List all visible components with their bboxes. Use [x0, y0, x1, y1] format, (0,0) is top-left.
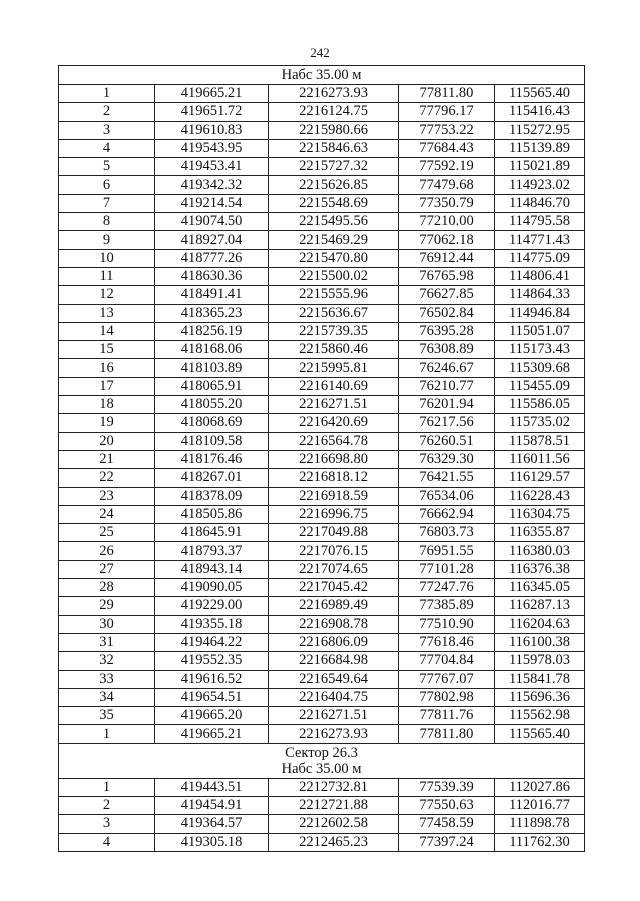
y-local-cell: 116129.57 [495, 469, 585, 487]
y-coordinate-cell: 2216273.93 [269, 85, 399, 103]
point-number-cell: 9 [59, 231, 155, 249]
point-number-cell: 23 [59, 487, 155, 505]
table-row [59, 359, 585, 377]
point-number-cell: 16 [59, 359, 155, 377]
point-number-cell: 12 [59, 286, 155, 304]
block-header-row [59, 743, 585, 778]
x-local-cell: 76534.06 [399, 487, 495, 505]
y-coordinate-cell: 2215548.69 [269, 194, 399, 212]
point-number-cell: 24 [59, 505, 155, 523]
y-coordinate-cell: 2217049.88 [269, 524, 399, 542]
x-local-cell: 76329.30 [399, 450, 495, 468]
x-local-cell: 77802.98 [399, 688, 495, 706]
y-coordinate-cell: 2217074.65 [269, 560, 399, 578]
point-number-cell: 10 [59, 249, 155, 267]
table-row [59, 505, 585, 523]
y-coordinate-cell: 2215470.80 [269, 249, 399, 267]
y-coordinate-cell: 2216806.09 [269, 633, 399, 651]
y-local-cell: 112027.86 [495, 778, 585, 796]
y-local-cell: 116304.75 [495, 505, 585, 523]
x-local-cell: 77101.28 [399, 560, 495, 578]
x-coordinate-cell: 419454.91 [155, 796, 269, 814]
table-row [59, 85, 585, 103]
point-number-cell: 5 [59, 158, 155, 176]
table-row [59, 778, 585, 796]
y-local-cell: 116100.38 [495, 633, 585, 651]
point-number-cell: 20 [59, 432, 155, 450]
x-coordinate-cell: 418267.01 [155, 469, 269, 487]
y-coordinate-cell: 2216908.78 [269, 615, 399, 633]
x-coordinate-cell: 419610.83 [155, 121, 269, 139]
y-local-cell: 111898.78 [495, 815, 585, 833]
x-coordinate-cell: 419543.95 [155, 139, 269, 157]
y-local-cell: 116376.38 [495, 560, 585, 578]
y-local-cell: 115735.02 [495, 414, 585, 432]
y-coordinate-cell: 2217045.42 [269, 579, 399, 597]
y-coordinate-cell: 2216996.75 [269, 505, 399, 523]
x-coordinate-cell: 419665.21 [155, 725, 269, 743]
y-local-cell: 114946.84 [495, 304, 585, 322]
y-local-cell: 115416.43 [495, 103, 585, 121]
x-local-cell: 76308.89 [399, 341, 495, 359]
y-coordinate-cell: 2215727.32 [269, 158, 399, 176]
y-local-cell: 115309.68 [495, 359, 585, 377]
point-number-cell: 21 [59, 450, 155, 468]
coordinates-table [58, 65, 585, 852]
table-row [59, 377, 585, 395]
block-header-row [59, 66, 585, 85]
table-row [59, 194, 585, 212]
x-coordinate-cell: 419214.54 [155, 194, 269, 212]
x-coordinate-cell: 419651.72 [155, 103, 269, 121]
x-coordinate-cell: 418068.69 [155, 414, 269, 432]
point-number-cell: 14 [59, 322, 155, 340]
y-local-cell: 114795.58 [495, 213, 585, 231]
y-coordinate-cell: 2216420.69 [269, 414, 399, 432]
y-local-cell: 114775.09 [495, 249, 585, 267]
table-row [59, 158, 585, 176]
y-coordinate-cell: 2216918.59 [269, 487, 399, 505]
block-header [59, 743, 585, 778]
point-number-cell: 34 [59, 688, 155, 706]
point-number-cell: 30 [59, 615, 155, 633]
table-row [59, 815, 585, 833]
x-coordinate-cell: 419464.22 [155, 633, 269, 651]
y-coordinate-cell: 2215636.67 [269, 304, 399, 322]
table-row [59, 103, 585, 121]
table-row [59, 231, 585, 249]
y-coordinate-cell: 2212721.88 [269, 796, 399, 814]
x-coordinate-cell: 418505.86 [155, 505, 269, 523]
x-local-cell: 76912.44 [399, 249, 495, 267]
y-local-cell: 115272.95 [495, 121, 585, 139]
y-local-cell: 114846.70 [495, 194, 585, 212]
x-local-cell: 76395.28 [399, 322, 495, 340]
point-number-cell: 18 [59, 396, 155, 414]
table-row [59, 341, 585, 359]
x-local-cell: 77704.84 [399, 652, 495, 670]
y-local-cell: 115455.09 [495, 377, 585, 395]
y-local-cell: 112016.77 [495, 796, 585, 814]
point-number-cell: 22 [59, 469, 155, 487]
point-number-cell: 17 [59, 377, 155, 395]
table-row [59, 652, 585, 670]
point-number-cell: 28 [59, 579, 155, 597]
table-row [59, 176, 585, 194]
point-number-cell: 26 [59, 542, 155, 560]
table-row [59, 304, 585, 322]
x-local-cell: 77811.76 [399, 707, 495, 725]
point-number-cell: 11 [59, 267, 155, 285]
y-coordinate-cell: 2216271.51 [269, 396, 399, 414]
x-local-cell: 77550.63 [399, 796, 495, 814]
y-coordinate-cell: 2212465.23 [269, 833, 399, 851]
x-local-cell: 76421.55 [399, 469, 495, 487]
point-number-cell: 31 [59, 633, 155, 651]
point-number-cell: 35 [59, 707, 155, 725]
x-local-cell: 77811.80 [399, 85, 495, 103]
x-coordinate-cell: 419654.51 [155, 688, 269, 706]
point-number-cell: 15 [59, 341, 155, 359]
table-row [59, 121, 585, 139]
x-local-cell: 77753.22 [399, 121, 495, 139]
x-local-cell: 76765.98 [399, 267, 495, 285]
y-coordinate-cell: 2216271.51 [269, 707, 399, 725]
x-local-cell: 77062.18 [399, 231, 495, 249]
x-coordinate-cell: 418109.58 [155, 432, 269, 450]
table-row [59, 249, 585, 267]
y-coordinate-cell: 2216549.64 [269, 670, 399, 688]
x-local-cell: 77618.46 [399, 633, 495, 651]
table-row [59, 322, 585, 340]
point-number-cell: 3 [59, 121, 155, 139]
x-coordinate-cell: 419355.18 [155, 615, 269, 633]
y-local-cell: 115173.43 [495, 341, 585, 359]
x-coordinate-cell: 418065.91 [155, 377, 269, 395]
x-coordinate-cell: 419665.20 [155, 707, 269, 725]
y-local-cell: 114806.41 [495, 267, 585, 285]
y-coordinate-cell: 2216140.69 [269, 377, 399, 395]
table-row [59, 286, 585, 304]
y-coordinate-cell: 2216698.80 [269, 450, 399, 468]
table-row [59, 542, 585, 560]
point-number-cell: 13 [59, 304, 155, 322]
point-number-cell: 29 [59, 597, 155, 615]
table-row [59, 487, 585, 505]
x-local-cell: 77479.68 [399, 176, 495, 194]
y-local-cell: 114771.43 [495, 231, 585, 249]
y-local-cell: 115021.89 [495, 158, 585, 176]
x-local-cell: 77350.79 [399, 194, 495, 212]
y-coordinate-cell: 2215500.02 [269, 267, 399, 285]
point-number-cell: 2 [59, 796, 155, 814]
x-coordinate-cell: 419552.35 [155, 652, 269, 670]
y-coordinate-cell: 2215860.46 [269, 341, 399, 359]
y-local-cell: 116228.43 [495, 487, 585, 505]
y-coordinate-cell: 2215495.56 [269, 213, 399, 231]
table-row [59, 597, 585, 615]
x-coordinate-cell: 419229.00 [155, 597, 269, 615]
x-local-cell: 76502.84 [399, 304, 495, 322]
point-number-cell: 25 [59, 524, 155, 542]
y-coordinate-cell: 2215555.96 [269, 286, 399, 304]
y-local-cell: 116345.05 [495, 579, 585, 597]
table-row [59, 414, 585, 432]
x-local-cell: 77796.17 [399, 103, 495, 121]
page-number: 242 [310, 45, 330, 60]
x-local-cell: 76246.67 [399, 359, 495, 377]
table-row [59, 833, 585, 851]
x-local-cell: 76803.73 [399, 524, 495, 542]
x-coordinate-cell: 418645.91 [155, 524, 269, 542]
y-local-cell: 114923.02 [495, 176, 585, 194]
point-number-cell: 27 [59, 560, 155, 578]
x-local-cell: 77385.89 [399, 597, 495, 615]
y-local-cell: 116011.56 [495, 450, 585, 468]
x-coordinate-cell: 419305.18 [155, 833, 269, 851]
x-local-cell: 77210.00 [399, 213, 495, 231]
y-coordinate-cell: 2212602.58 [269, 815, 399, 833]
x-local-cell: 77811.80 [399, 725, 495, 743]
table-row [59, 688, 585, 706]
point-number-cell: 32 [59, 652, 155, 670]
x-local-cell: 76260.51 [399, 432, 495, 450]
y-coordinate-cell: 2215846.63 [269, 139, 399, 157]
table-row [59, 615, 585, 633]
y-coordinate-cell: 2215469.29 [269, 231, 399, 249]
y-local-cell: 116287.13 [495, 597, 585, 615]
y-local-cell: 115562.98 [495, 707, 585, 725]
y-local-cell: 114864.33 [495, 286, 585, 304]
x-coordinate-cell: 419090.05 [155, 579, 269, 597]
y-local-cell: 115139.89 [495, 139, 585, 157]
x-local-cell: 77539.39 [399, 778, 495, 796]
point-number-cell: 6 [59, 176, 155, 194]
y-coordinate-cell: 2216684.98 [269, 652, 399, 670]
y-coordinate-cell: 2215626.85 [269, 176, 399, 194]
y-coordinate-cell: 2216564.78 [269, 432, 399, 450]
y-local-cell: 115586.05 [495, 396, 585, 414]
x-coordinate-cell: 418256.19 [155, 322, 269, 340]
x-coordinate-cell: 418943.14 [155, 560, 269, 578]
y-coordinate-cell: 2215995.81 [269, 359, 399, 377]
y-coordinate-cell: 2217076.15 [269, 542, 399, 560]
point-number-cell: 4 [59, 139, 155, 157]
y-local-cell: 115565.40 [495, 725, 585, 743]
x-local-cell: 77510.90 [399, 615, 495, 633]
x-coordinate-cell: 418378.09 [155, 487, 269, 505]
x-coordinate-cell: 418365.23 [155, 304, 269, 322]
table-row [59, 725, 585, 743]
y-local-cell: 115696.36 [495, 688, 585, 706]
x-coordinate-cell: 419443.51 [155, 778, 269, 796]
x-local-cell: 76201.94 [399, 396, 495, 414]
x-coordinate-cell: 418777.26 [155, 249, 269, 267]
block-header-line: Набс 35.00 м [281, 66, 362, 83]
x-coordinate-cell: 418927.04 [155, 231, 269, 249]
table-row [59, 633, 585, 651]
y-local-cell: 116380.03 [495, 542, 585, 560]
y-coordinate-cell: 2212732.81 [269, 778, 399, 796]
point-number-cell: 3 [59, 815, 155, 833]
table-row [59, 670, 585, 688]
block-header-line: Набс 35.00 м [281, 760, 362, 777]
y-coordinate-cell: 2216404.75 [269, 688, 399, 706]
table-row [59, 139, 585, 157]
x-coordinate-cell: 418168.06 [155, 341, 269, 359]
point-number-cell: 4 [59, 833, 155, 851]
y-coordinate-cell: 2216989.49 [269, 597, 399, 615]
y-local-cell: 115565.40 [495, 85, 585, 103]
x-local-cell: 76951.55 [399, 542, 495, 560]
x-local-cell: 77684.43 [399, 139, 495, 157]
x-local-cell: 76210.77 [399, 377, 495, 395]
x-coordinate-cell: 418055.20 [155, 396, 269, 414]
table-row [59, 469, 585, 487]
x-coordinate-cell: 419453.41 [155, 158, 269, 176]
point-number-cell: 19 [59, 414, 155, 432]
point-number-cell: 1 [59, 85, 155, 103]
y-local-cell: 115841.78 [495, 670, 585, 688]
x-local-cell: 76627.85 [399, 286, 495, 304]
x-coordinate-cell: 419665.21 [155, 85, 269, 103]
x-local-cell: 77397.24 [399, 833, 495, 851]
x-coordinate-cell: 419616.52 [155, 670, 269, 688]
x-local-cell: 77592.19 [399, 158, 495, 176]
y-coordinate-cell: 2215739.35 [269, 322, 399, 340]
table-row [59, 267, 585, 285]
x-coordinate-cell: 418630.36 [155, 267, 269, 285]
table-row [59, 560, 585, 578]
point-number-cell: 33 [59, 670, 155, 688]
table-row [59, 796, 585, 814]
y-local-cell: 116204.63 [495, 615, 585, 633]
x-coordinate-cell: 418491.41 [155, 286, 269, 304]
y-coordinate-cell: 2216818.12 [269, 469, 399, 487]
y-local-cell: 115051.07 [495, 322, 585, 340]
point-number-cell: 1 [59, 725, 155, 743]
x-coordinate-cell: 419364.57 [155, 815, 269, 833]
y-coordinate-cell: 2215980.66 [269, 121, 399, 139]
block-header-line: Сектор 26.3 [285, 744, 358, 761]
y-local-cell: 115978.03 [495, 652, 585, 670]
x-coordinate-cell: 419342.32 [155, 176, 269, 194]
y-local-cell: 111762.30 [495, 833, 585, 851]
x-coordinate-cell: 419074.50 [155, 213, 269, 231]
x-local-cell: 76217.56 [399, 414, 495, 432]
table-row [59, 707, 585, 725]
block-header [59, 66, 585, 85]
x-local-cell: 76662.94 [399, 505, 495, 523]
y-local-cell: 115878.51 [495, 432, 585, 450]
point-number-cell: 1 [59, 778, 155, 796]
y-coordinate-cell: 2216124.75 [269, 103, 399, 121]
table-row [59, 213, 585, 231]
point-number-cell: 8 [59, 213, 155, 231]
table-row [59, 396, 585, 414]
x-local-cell: 77247.76 [399, 579, 495, 597]
x-coordinate-cell: 418793.37 [155, 542, 269, 560]
y-coordinate-cell: 2216273.93 [269, 725, 399, 743]
y-local-cell: 116355.87 [495, 524, 585, 542]
point-number-cell: 2 [59, 103, 155, 121]
x-coordinate-cell: 418103.89 [155, 359, 269, 377]
table-row [59, 579, 585, 597]
table-row [59, 450, 585, 468]
table-row [59, 524, 585, 542]
point-number-cell: 7 [59, 194, 155, 212]
table-row [59, 432, 585, 450]
x-local-cell: 77458.59 [399, 815, 495, 833]
x-local-cell: 77767.07 [399, 670, 495, 688]
x-coordinate-cell: 418176.46 [155, 450, 269, 468]
